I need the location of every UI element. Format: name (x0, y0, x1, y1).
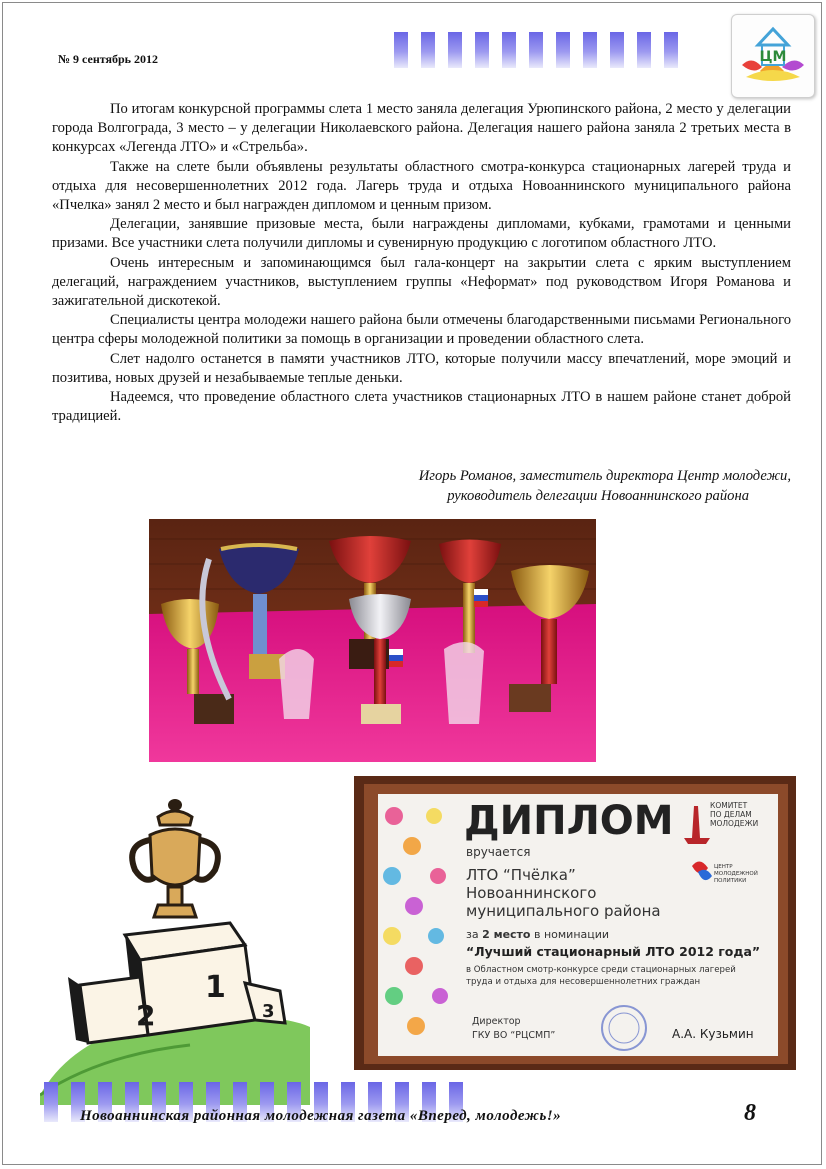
signature-line-2: руководитель делегации Новоаннинского района (447, 488, 749, 504)
diploma-contest-1: в Областном смотр-конкурсе среди стационарных лагерей (466, 965, 736, 975)
article-paragraph-4: Очень интересным и запоминающимся был гала-концерт на закрытии слета с ярким выступлением делегаций, награждением участников, выступлением группы «Неформат» под руководством Игоря Романова и зажигательной дискотекой. (52, 254, 791, 310)
article-paragraph-3: Делегации, занявшие призовые места, были награждены дипломами, кубками, грамотами и ценными призами. Все участники слета получили дипломы и сувенирную продукцию с логотипом областного ЛТО. (52, 216, 791, 252)
diploma-photo (354, 776, 796, 1070)
article-body (52, 100, 791, 426)
diploma-line-1: ЛТО “Пчёлка” (466, 866, 576, 884)
trophies-photo (149, 519, 596, 762)
diploma-signer: А.А. Кузьмин (672, 1027, 754, 1041)
diploma-awarded: вручается (466, 845, 531, 859)
article-paragraph-6: Слет надолго останется в памяти участников ЛТО, которые получили массу впечатлений, море эмоций и позитива, новых друзей и незабываемые теплые деньки. (52, 350, 791, 386)
committee-line-3: МОЛОДЕЖИ (710, 819, 759, 828)
center-line-1: ЦЕНТР (714, 864, 733, 870)
page-number: 8 (744, 1100, 756, 1126)
podium-first-label: 1 (205, 970, 226, 1005)
diploma-director-2: ГКУ ВО “РЦСМП” (472, 1030, 556, 1041)
diploma-line-3: муниципального района (466, 902, 661, 920)
center-line-2: МОЛОДЕЖНОЙ (714, 871, 758, 877)
diploma-director-1: Директор (472, 1016, 521, 1027)
diploma-line-2: Новоаннинского (466, 884, 597, 902)
committee-line-2: ПО ДЕЛАМ (710, 810, 752, 819)
article-paragraph-5: Специалисты центра молодежи нашего района были отмечены благодарственными письмами Регионального центра сферы молодежной политики за помощь в организации и проведении областного слета. (52, 312, 791, 348)
logo-letters: ЦМ (759, 49, 787, 65)
newspaper-name: Новоаннинская районная молодежная газета «Вперед, молодежь!» (80, 1108, 562, 1124)
diploma-nomination: “Лучший стационарный ЛТО 2012 года” (466, 944, 761, 959)
diploma-title: ДИПЛОМ (464, 798, 674, 844)
issue-label: № 9 сентябрь 2012 (58, 52, 159, 66)
newspaper-logo (731, 14, 815, 98)
center-line-3: ПОЛИТИКИ (714, 878, 747, 884)
article-paragraph-7: Надеемся, что проведение областного слета участников стационарных ЛТО в нашем районе станет доброй традицией. (52, 389, 791, 425)
diploma-place-line: за 2 место в номинации (466, 928, 610, 941)
committee-line-1: КОМИТЕТ (710, 801, 748, 810)
author-signature (419, 466, 791, 506)
podium-clipart (40, 795, 320, 1105)
header-stripes (394, 32, 678, 68)
signature-line-1: Игорь Романов, заместитель директора Центр молодежи, (418, 468, 791, 484)
diploma-contest-2: труда и отдыха для несовершеннолетних граждан (466, 977, 701, 987)
podium-second-label: 2 (136, 999, 156, 1032)
article-paragraph-2: Также на слете были объявлены результаты областного смотра-конкурса стационарных лагерей труда и отдыха для несовершеннолетних 2012 года. Лагерь труда и отдыха Новоаннинского муниципального района «Пчелка» занял 2 место и был награжден дипломом и ценным призом. (52, 158, 791, 214)
podium-third-label: 3 (262, 1001, 275, 1022)
article-paragraph-1: По итогам конкурсной программы слета 1 место заняла делегация Урюпинского района, 2 место у делегации города Волгограда, 3 место – у делегации Николаевского района. Делегация нашего района заняла 2 третьих места в конкурсах «Легенда ЛТО» и «Стрельба». (52, 101, 791, 156)
